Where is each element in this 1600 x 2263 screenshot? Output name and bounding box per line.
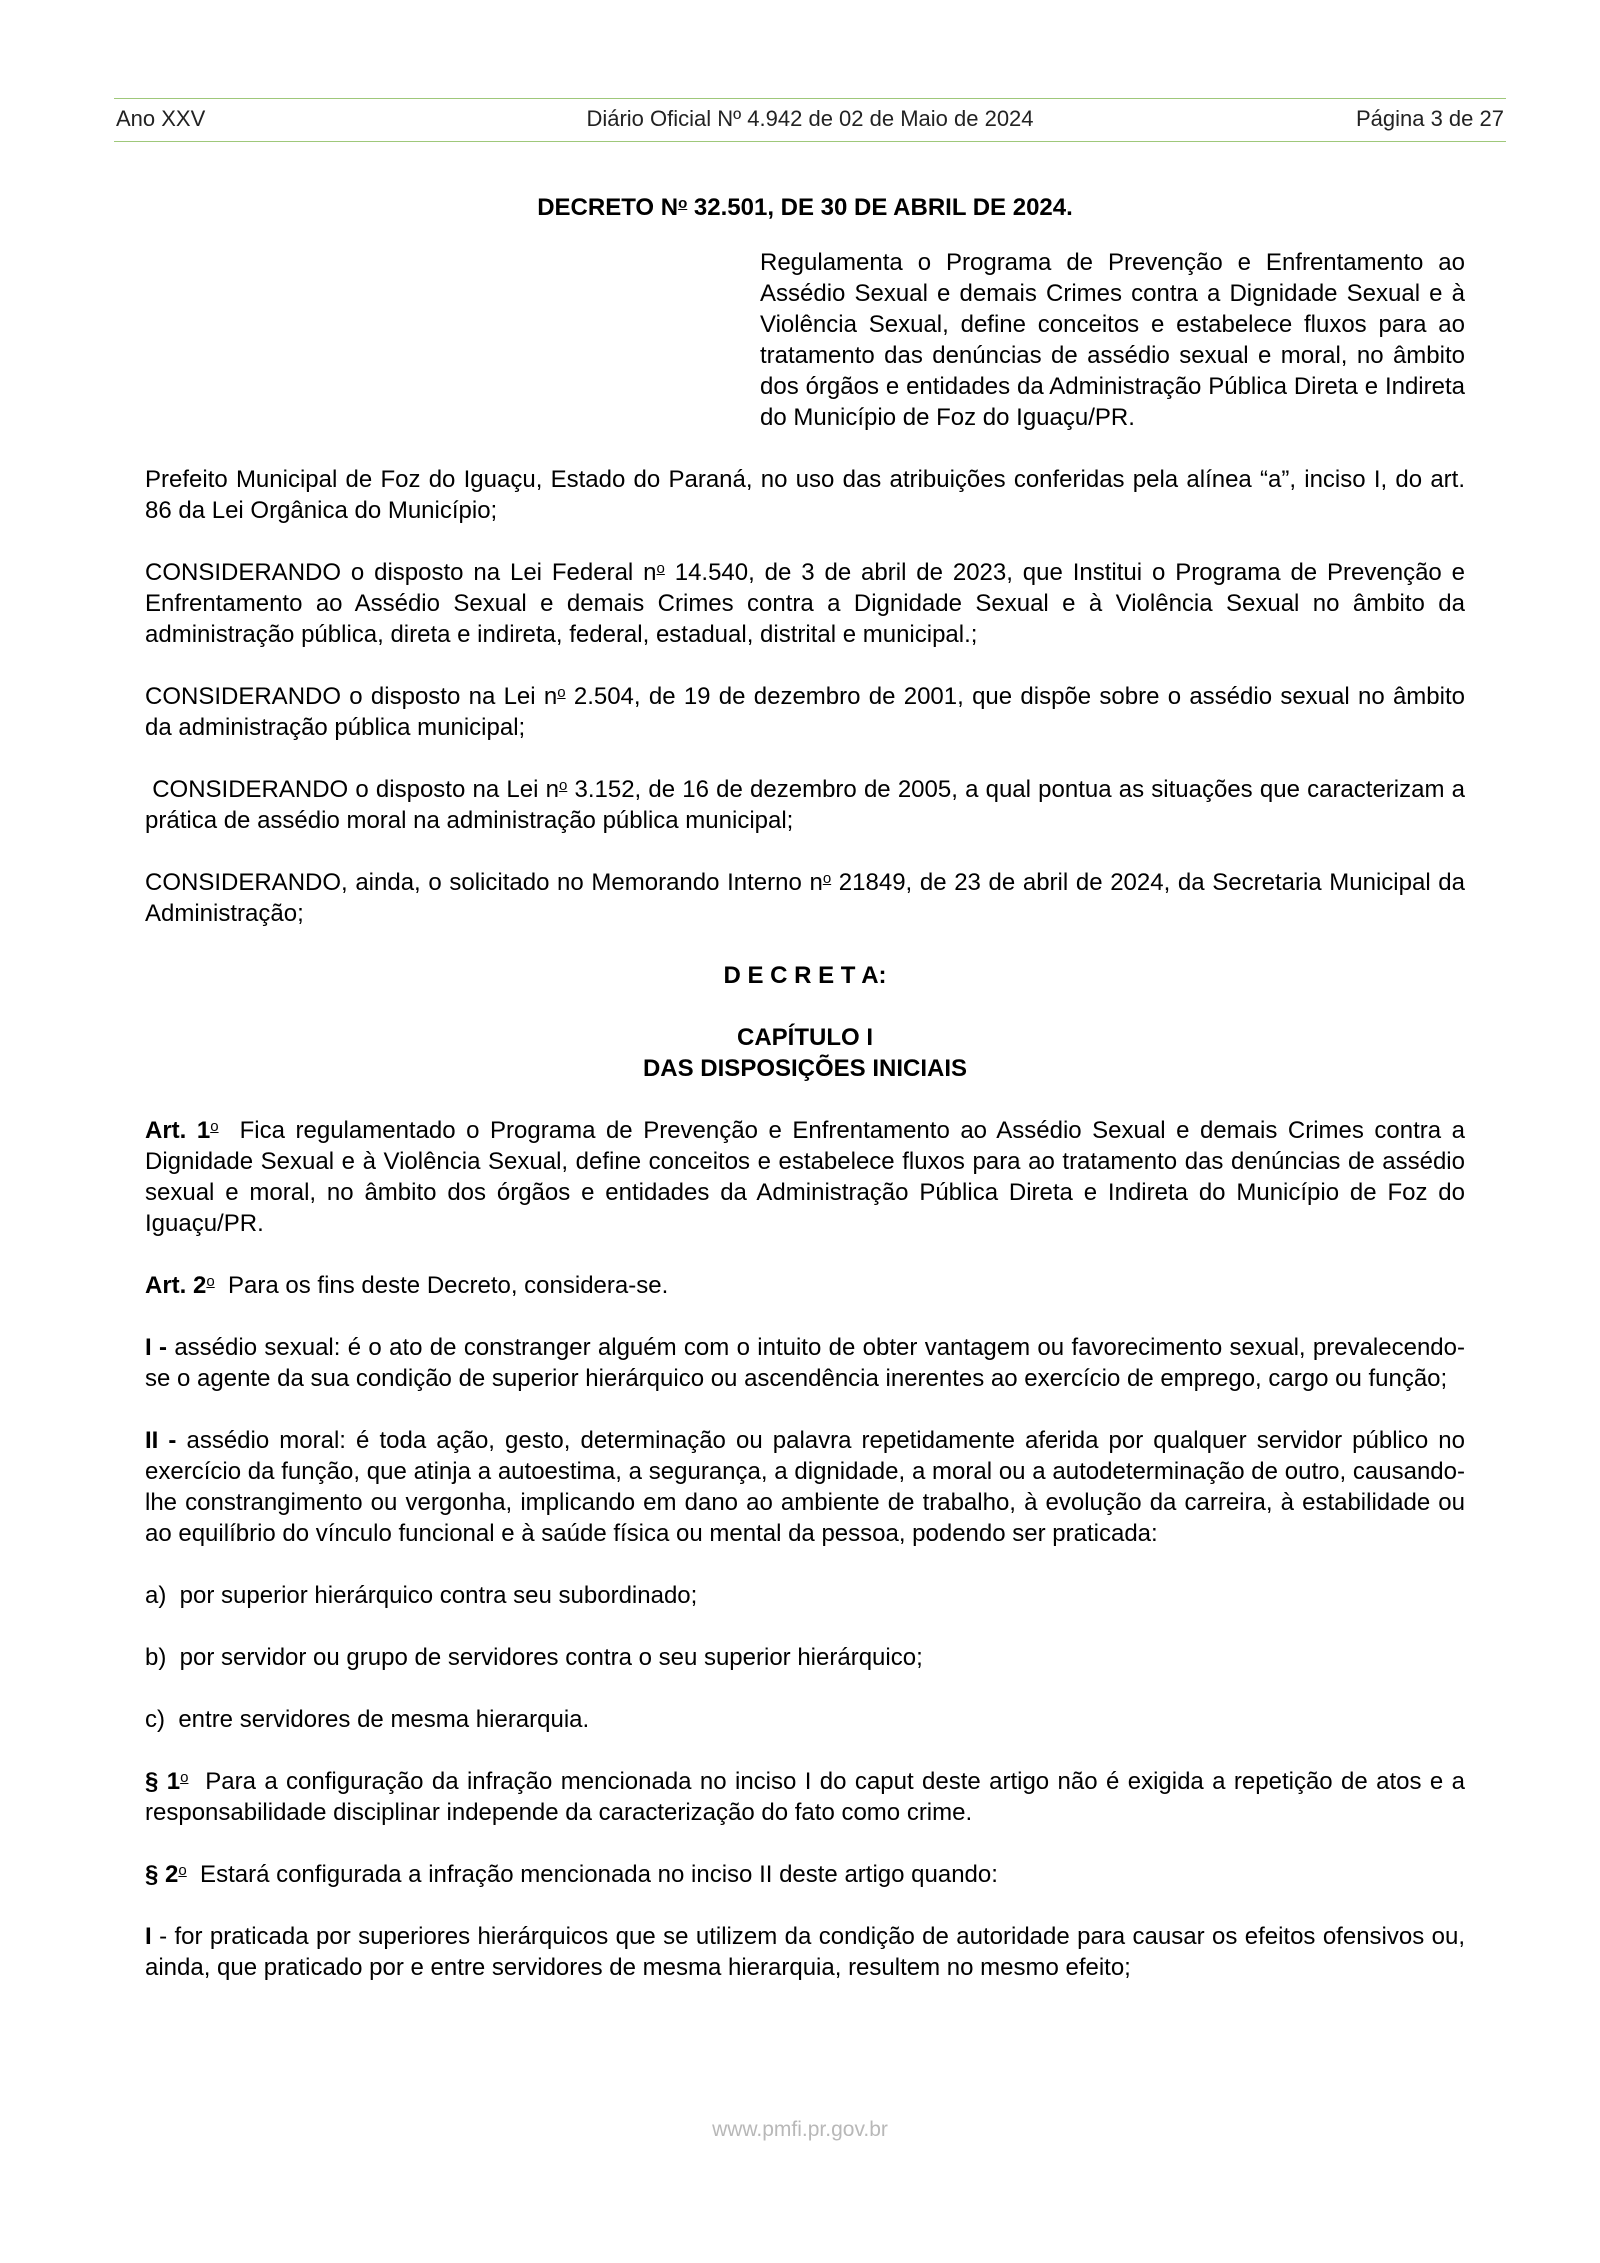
chapter-heading xyxy=(145,1022,1465,1084)
paragraph-1: § 1$^o$ Para a configuração da infração mencionada no inciso I do caput deste artigo não é exigida a repetição de atos e a responsabilidade disciplinar independe da caracterização do fato como crime. xyxy=(145,1768,1472,1826)
inciso-2: II - assédio moral: é toda ação, gesto, determinação ou palavra repetidamente aferida por qualquer servidor público no exercício da função, que atinja a autoestima, a segurança, a dignidade, a moral ou a autodeterminação de outro, causando-lhe constrangimento ou vergonha, implicando em dano ao ambiente de trabalho, à evolução da carreira, à estabilidade ou ao equilíbrio do vínculo funcional e à saúde física ou mental da pessoa, podendo ser praticada: xyxy=(145,1427,1465,1547)
article-1: Art. 1$^o$ Fica regulamentado o Programa de Prevenção e Enfrentamento ao Assédio Sexual e demais Crimes contra a Dignidade Sexual e à Violência Sexual, define conceitos e estabelece fluxos para ao tratamento das denúncias de assédio sexual e moral, no âmbito dos órgãos e entidades da Administração Pública Direta e Indireta do Município de Foz do Iguaçu/PR. xyxy=(145,1117,1472,1237)
chapter-number: CAPÍTULO I xyxy=(737,1024,873,1051)
decree-title: DECRETO $N^o$ 32.501, DE 30 DE ABRIL DE 2024. xyxy=(537,194,1073,221)
header-gazette-issue: Diário Oficial Nº 4.942 de 02 de Maio de 2024 xyxy=(586,106,1034,131)
header-page-number: Página 3 de 27 xyxy=(1355,106,1504,131)
inciso-1: I - assédio sexual: é o ato de constranger alguém com o intuito de obter vantagem ou favorecimento sexual, prevalecendo-se o agente da sua condição de superior hierárquico ou ascendência inerentes ao exercício de emprego, cargo ou função; xyxy=(145,1334,1465,1392)
page-header xyxy=(114,98,1506,142)
considerando-1: CONSIDERANDO o disposto na Lei Federal $n^o$ 14.540, de 3 de abril de 2023, que Institui o Programa de Prevenção e Enfrentamento ao Assédio Sexual e demais Crimes contra a Dignidade Sexual e à Violência Sexual no âmbito da administração pública, direta e indireta, federal, estadual, distrital e municipal.; xyxy=(145,559,1465,648)
document-body xyxy=(145,192,1472,2014)
footer-website: www.pmfi.pr.gov.br xyxy=(712,2118,888,2141)
considerando-3: CONSIDERANDO o disposto na Lei $n^o$ 3.152, de 16 de dezembro de 2005, a qual pontua as situações que caracterizam a prática de assédio moral na administração pública municipal; xyxy=(145,776,1465,834)
paragraph-2-inciso-1: I - for praticada por superiores hierárquicos que se utilizem da condição de autoridade para causar os efeitos ofensivos ou, ainda, que praticado por e entre servidores de mesma hierarquia, resultem no mesmo efeito; xyxy=(145,1923,1465,1981)
header-edition-year: Ano XXV xyxy=(116,106,206,131)
chapter-title: DAS DISPOSIÇÕES INICIAIS xyxy=(642,1055,968,1082)
alinea-b: b) por servidor ou grupo de servidores contra o seu superior hierárquico; xyxy=(145,1644,923,1671)
paragraph-2: § 2$^o$ Estará configurada a infração mencionada no inciso II deste artigo quando: xyxy=(145,1861,998,1888)
decreta-heading: D E C R E T A: xyxy=(723,962,887,989)
preamble: Prefeito Municipal de Foz do Iguaçu, Estado do Paraná, no uso das atribuições conferidas pela alínea “a”, inciso I, do art. 86 da Lei Orgânica do Município; xyxy=(145,466,1465,524)
article-2: Art. 2$^o$ Para os fins deste Decreto, considera-se. xyxy=(145,1272,669,1299)
alinea-c: c) entre servidores de mesma hierarquia. xyxy=(145,1706,590,1733)
decree-ementa: Regulamenta o Programa de Prevenção e Enfrentamento ao Assédio Sexual e demais Crimes contra a Dignidade Sexual e à Violência Sexual, define conceitos e estabelece fluxos para ao tratamento das denúncias de assédio sexual e moral, no âmbito dos órgãos e entidades da Administração Pública Direta e Indireta do Município de Foz do Iguaçu/PR. xyxy=(760,249,1465,431)
considerando-2: CONSIDERANDO o disposto na Lei $n^o$ 2.504, de 19 de dezembro de 2001, que dispõe sobre o assédio sexual no âmbito da administração pública municipal; xyxy=(145,683,1465,741)
alinea-a: a) por superior hierárquico contra seu subordinado; xyxy=(145,1582,698,1609)
considerando-4: CONSIDERANDO, ainda, o solicitado no Memorando Interno $n^o$ 21849, de 23 de abril de 2024, da Secretaria Municipal da Administração; xyxy=(145,869,1465,927)
